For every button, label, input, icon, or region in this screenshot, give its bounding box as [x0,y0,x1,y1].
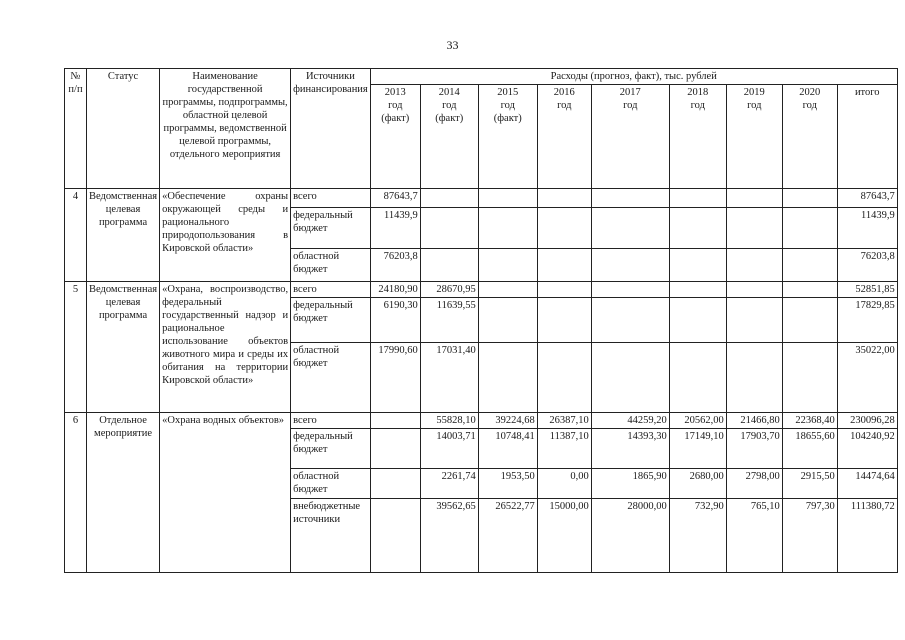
value-cell [420,208,478,249]
program-name: «Охрана водных объектов» [160,413,291,573]
value-cell: 26522,77 [478,499,537,573]
value-cell: 2915,50 [782,469,837,499]
header-name: Наименование государственной программы, подпрограммы, областной целевой программы, ведомственной целевой программы, отдельного мероприятия [160,69,291,189]
total-cell: 104240,92 [837,429,897,469]
total-cell: 35022,00 [837,343,897,413]
value-cell [478,189,537,208]
value-cell [726,249,782,282]
funding-source: всего [291,189,371,208]
total-cell: 17829,85 [837,298,897,343]
header-year-2013: 2013 год (факт) [370,85,420,189]
budget-table [64,68,898,573]
total-cell: 14474,64 [837,469,897,499]
value-cell [591,298,669,343]
value-cell: 28670,95 [420,282,478,298]
funding-source: областной бюджет [291,343,371,413]
header-year-2015: 2015 год (факт) [478,85,537,189]
value-cell: 2261,74 [420,469,478,499]
header-year-2018: 2018 год [669,85,726,189]
total-cell: 230096,28 [837,413,897,429]
value-cell [537,189,591,208]
program-num: 6 [65,413,87,573]
value-cell [669,208,726,249]
header-year-2020: 2020 год [782,85,837,189]
value-cell: 17990,60 [370,343,420,413]
value-cell [478,298,537,343]
funding-source: областной бюджет [291,469,371,499]
value-cell: 1953,50 [478,469,537,499]
value-cell [537,249,591,282]
value-cell [420,189,478,208]
funding-source: федеральный бюджет [291,298,371,343]
value-cell [726,208,782,249]
value-cell: 11387,10 [537,429,591,469]
value-cell [537,343,591,413]
value-cell [669,298,726,343]
header-year-2014: 2014 год (факт) [420,85,478,189]
value-cell [782,249,837,282]
value-cell [782,343,837,413]
header-sources: Источники финансирования [291,69,371,189]
header-num: № п/п [65,69,87,189]
value-cell: 22368,40 [782,413,837,429]
header-expenses: Расходы (прогноз, факт), тыс. рублей [370,69,897,85]
table-row [65,189,898,208]
value-cell: 17031,40 [420,343,478,413]
value-cell: 1865,90 [591,469,669,499]
value-cell [591,189,669,208]
header-row [65,69,898,85]
value-cell [591,343,669,413]
value-cell [478,208,537,249]
funding-source: федеральный бюджет [291,208,371,249]
program-num: 4 [65,189,87,282]
value-cell [782,282,837,298]
value-cell: 11639,55 [420,298,478,343]
value-cell: 797,30 [782,499,837,573]
value-cell: 18655,60 [782,429,837,469]
value-cell: 17903,70 [726,429,782,469]
value-cell: 765,10 [726,499,782,573]
value-cell [537,282,591,298]
page-number: 33 [446,38,459,52]
value-cell: 2798,00 [726,469,782,499]
value-cell [726,298,782,343]
value-cell [669,343,726,413]
value-cell [782,189,837,208]
program-name: «Обеспечение охраны окружающей среды и рационального природопользования в Кировской области» [160,189,291,282]
value-cell: 87643,7 [370,189,420,208]
value-cell [669,249,726,282]
funding-source: федеральный бюджет [291,429,371,469]
value-cell [591,282,669,298]
total-cell: 87643,7 [837,189,897,208]
value-cell [370,499,420,573]
value-cell: 26387,10 [537,413,591,429]
total-cell: 52851,85 [837,282,897,298]
value-cell: 14393,30 [591,429,669,469]
value-cell [537,298,591,343]
value-cell: 21466,80 [726,413,782,429]
value-cell [370,413,420,429]
header-year-2017: 2017 год [591,85,669,189]
total-cell: 11439,9 [837,208,897,249]
funding-source: областной бюджет [291,249,371,282]
program-status: Ведомственная целевая программа [87,189,160,282]
program-name: «Охрана, воспроизводство, федеральный государственный надзор и рациональное использование объектов животного мира и среды их обитания на территории Кировской области» [160,282,291,413]
value-cell [782,298,837,343]
value-cell: 39224,68 [478,413,537,429]
value-cell: 2680,00 [669,469,726,499]
value-cell [669,282,726,298]
value-cell: 0,00 [537,469,591,499]
value-cell: 28000,00 [591,499,669,573]
header-total: итого [837,85,897,189]
value-cell: 44259,20 [591,413,669,429]
header-year-2016: 2016 год [537,85,591,189]
value-cell [370,429,420,469]
value-cell [726,343,782,413]
value-cell: 6190,30 [370,298,420,343]
value-cell: 14003,71 [420,429,478,469]
value-cell: 20562,00 [669,413,726,429]
value-cell [591,249,669,282]
value-cell [591,208,669,249]
table-row [65,282,898,298]
value-cell: 55828,10 [420,413,478,429]
value-cell [420,249,478,282]
value-cell [478,249,537,282]
value-cell [370,469,420,499]
value-cell [478,343,537,413]
table-row [65,413,898,429]
value-cell: 732,90 [669,499,726,573]
value-cell [726,282,782,298]
value-cell [782,208,837,249]
value-cell: 11439,9 [370,208,420,249]
header-status: Статус [87,69,160,189]
value-cell: 17149,10 [669,429,726,469]
value-cell [478,282,537,298]
total-cell: 111380,72 [837,499,897,573]
value-cell [537,208,591,249]
header-year-2019: 2019 год [726,85,782,189]
value-cell [726,189,782,208]
program-num: 5 [65,282,87,413]
program-status: Отдельное мероприятие [87,413,160,573]
value-cell [669,189,726,208]
value-cell: 39562,65 [420,499,478,573]
value-cell: 24180,90 [370,282,420,298]
value-cell: 15000,00 [537,499,591,573]
funding-source: всего [291,413,371,429]
program-status: Ведомственная целевая программа [87,282,160,413]
value-cell: 76203,8 [370,249,420,282]
funding-source: всего [291,282,371,298]
total-cell: 76203,8 [837,249,897,282]
value-cell: 10748,41 [478,429,537,469]
funding-source: внебюджетные источники [291,499,371,573]
